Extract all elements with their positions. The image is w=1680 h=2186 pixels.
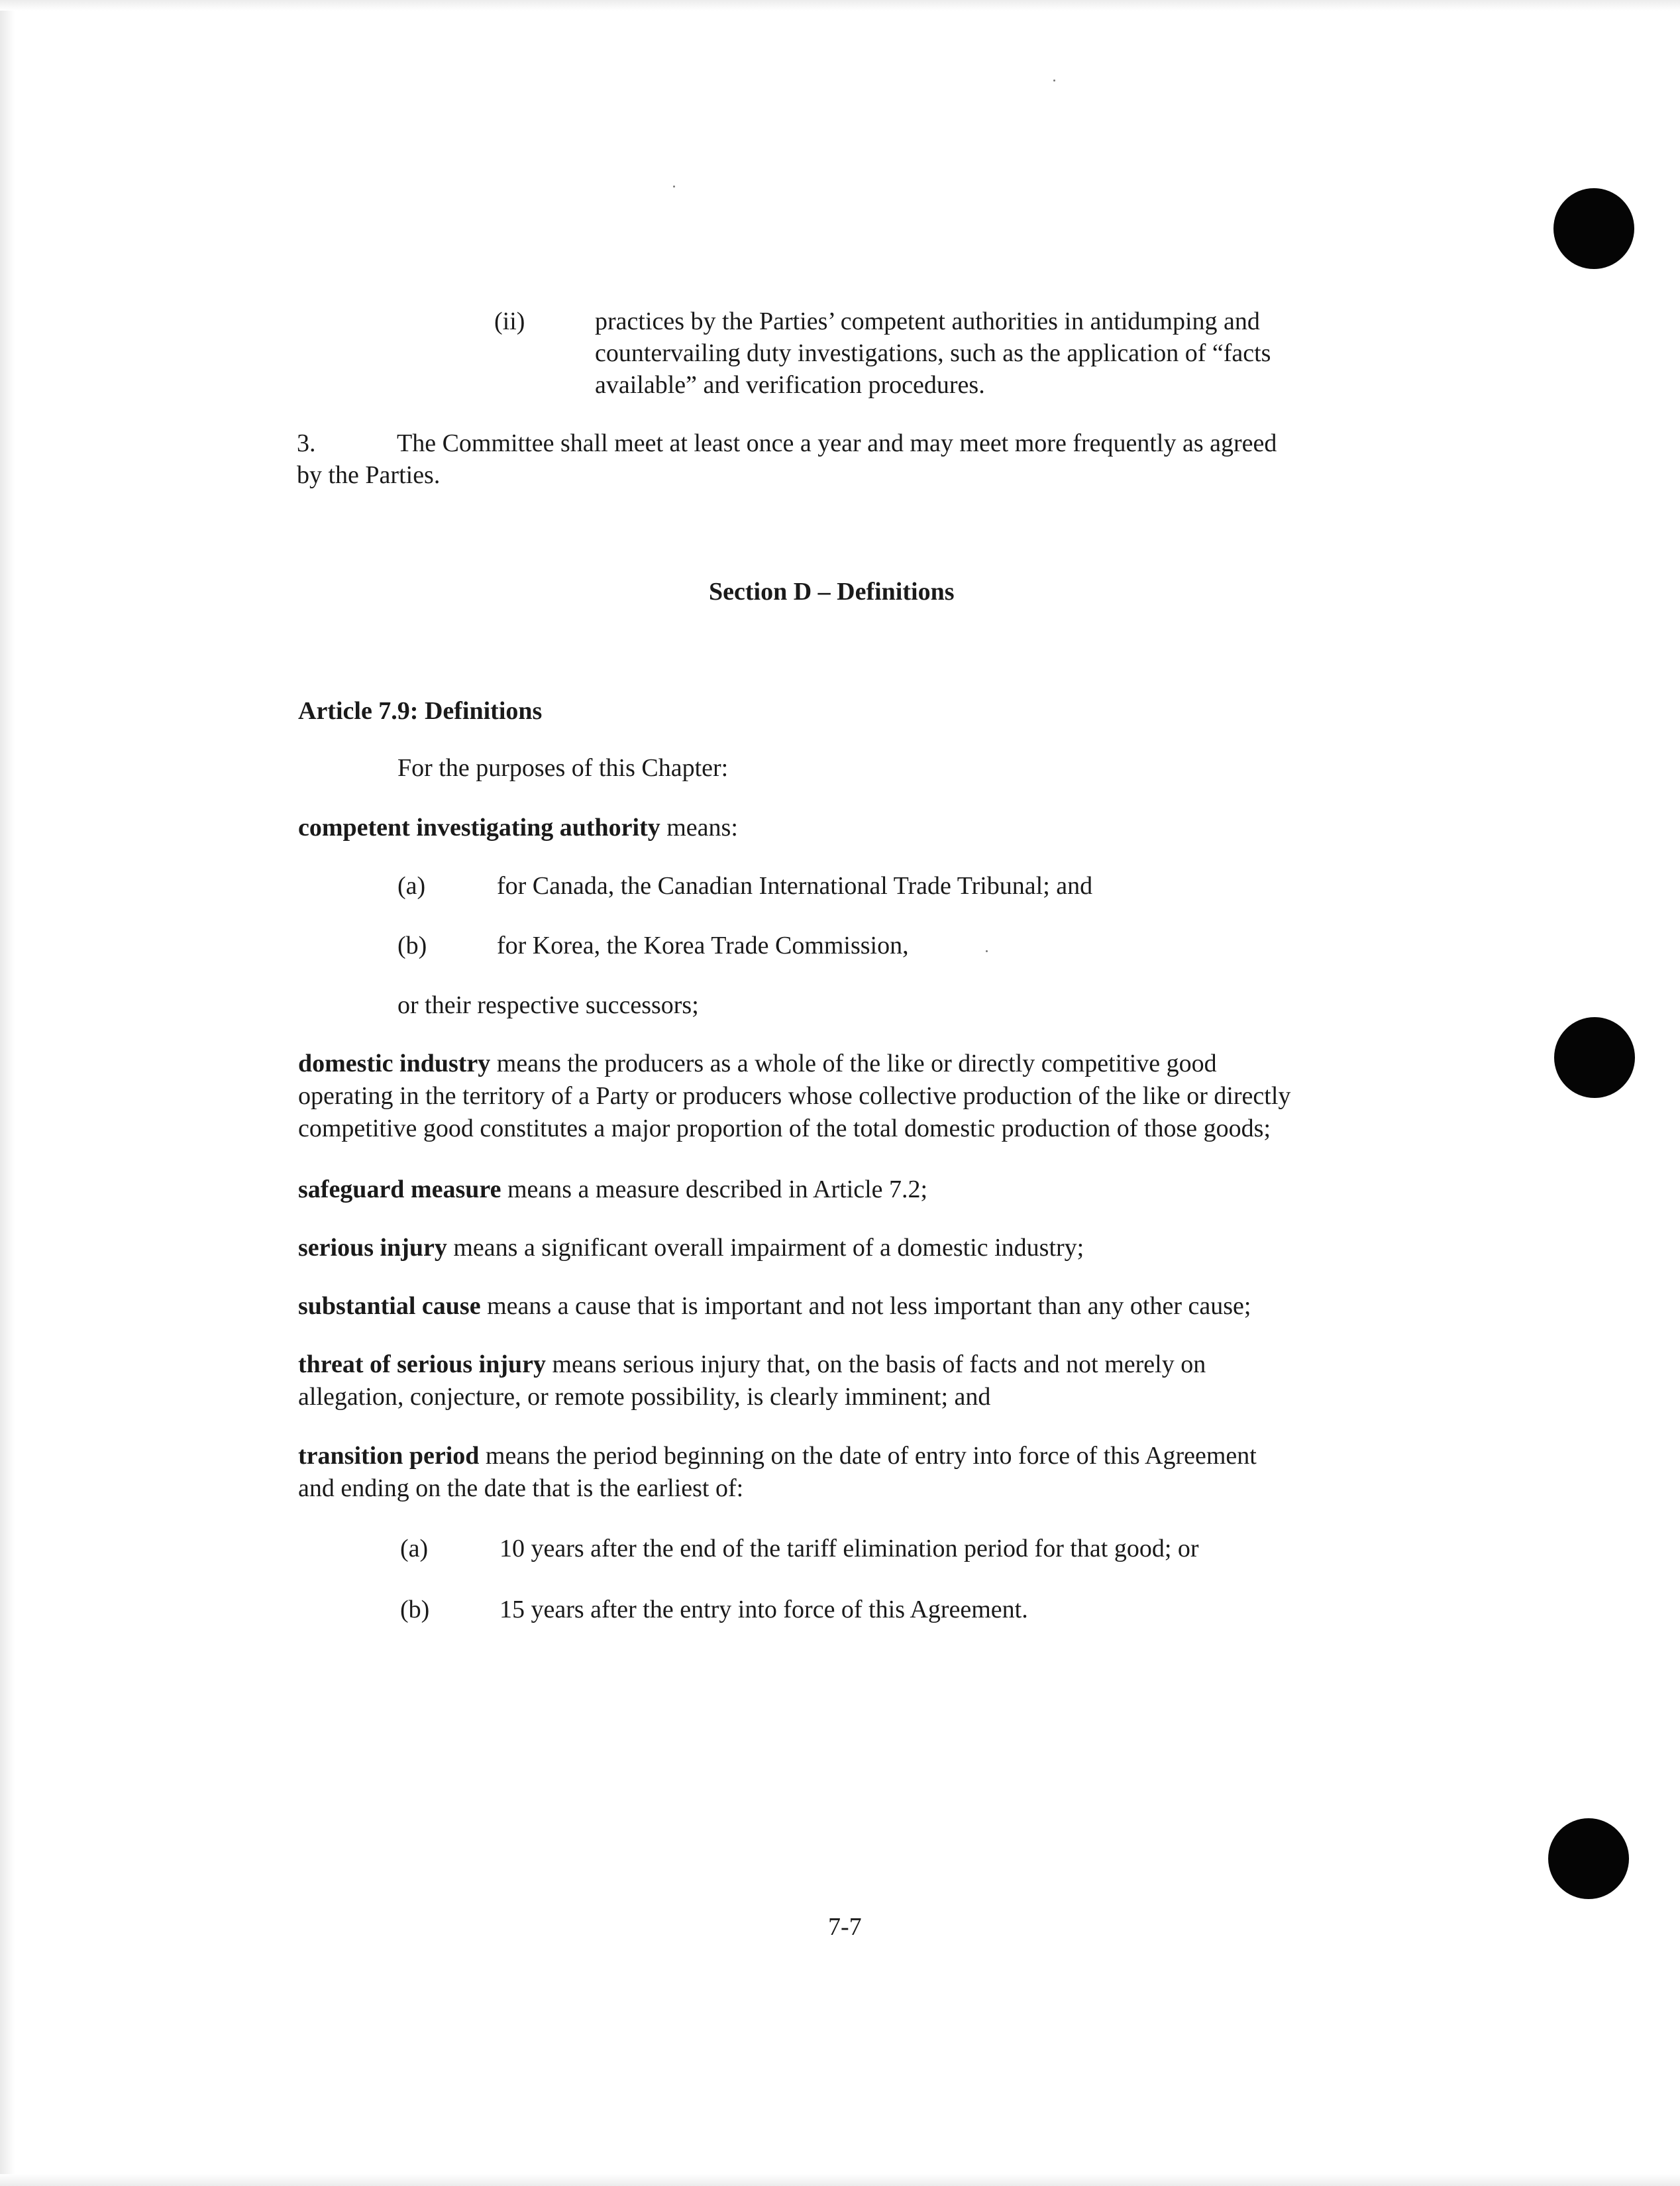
defined-term: substantial cause <box>298 1292 481 1320</box>
domestic-industry-line-2: operating in the territory of a Party or producers whose collective production of the like or directly <box>298 1082 1291 1110</box>
competent-closing-text: or their respective successors; <box>397 991 699 1019</box>
definition-threat-of-serious-injury <box>298 1348 1206 1381</box>
scan-speck <box>673 186 675 188</box>
transition-line-2: and ending on the date that is the earliest of: <box>298 1474 744 1502</box>
item-ii-line-3: available” and verification procedures. <box>595 371 985 399</box>
definition-transition-period <box>298 1440 1257 1472</box>
defined-term: serious injury <box>298 1234 447 1262</box>
article-heading: Article 7.9: Definitions <box>298 697 543 725</box>
punch-hole-middle <box>1554 1017 1635 1098</box>
defined-term: competent investigating authority <box>298 814 660 842</box>
paragraph-3-line-2: by the Parties. <box>297 461 441 489</box>
definition-text: means serious injury that, on the basis of facts and not merely on <box>546 1350 1206 1378</box>
definition-domestic-industry <box>298 1048 1217 1080</box>
list-marker-a: (a) <box>400 1535 429 1562</box>
definition-competent-investigating-authority <box>298 812 738 844</box>
paragraph-3-line-1: The Committee shall meet at least once a year and may meet more frequently as agreed <box>397 429 1277 457</box>
definition-safeguard-measure <box>298 1174 927 1206</box>
defined-term: threat of serious injury <box>298 1350 546 1378</box>
definitions-intro: For the purposes of this Chapter: <box>397 754 729 782</box>
definition-text: means a measure described in Article 7.2; <box>501 1175 928 1203</box>
transition-item-a-text: 10 years after the end of the tariff elimination period for that good; or <box>499 1535 1199 1562</box>
scan-edge-top <box>0 0 1680 11</box>
list-marker-b: (b) <box>400 1596 430 1623</box>
list-marker-a: (a) <box>397 872 426 900</box>
item-ii-line-1: practices by the Parties’ competent authorities in antidumping and <box>595 307 1260 335</box>
defined-term: transition period <box>298 1442 480 1470</box>
definition-text: means a significant overall impairment of a domestic industry; <box>446 1234 1084 1262</box>
punch-hole-bottom <box>1548 1818 1629 1899</box>
definition-text: means a cause that is important and not less important than any other cause; <box>480 1292 1251 1320</box>
domestic-industry-line-3: competitive good constitutes a major proportion of the total domestic production of those goods; <box>298 1115 1271 1142</box>
scan-speck <box>1053 80 1055 82</box>
defined-term: safeguard measure <box>298 1175 501 1203</box>
scan-edge-left <box>0 0 15 2186</box>
scan-edge-bottom <box>0 2174 1680 2186</box>
list-marker-ii: (ii) <box>494 307 525 335</box>
transition-item-b-text: 15 years after the entry into force of this Agreement. <box>499 1596 1028 1623</box>
definition-text: means the producers as a whole of the like or directly competitive good <box>490 1050 1217 1077</box>
page-number: 7-7 <box>828 1913 862 1941</box>
paragraph-number: 3. <box>297 429 316 457</box>
list-marker-b: (b) <box>397 932 427 959</box>
definition-text: means the period beginning on the date of entry into force of this Agreement <box>479 1442 1257 1470</box>
defined-term: domestic industry <box>298 1050 491 1077</box>
competent-item-b-text: for Korea, the Korea Trade Commission, <box>497 932 909 959</box>
section-heading: Section D – Definitions <box>709 578 955 606</box>
scan-speck <box>986 950 988 952</box>
definition-text: means: <box>660 814 738 842</box>
definition-serious-injury <box>298 1232 1084 1264</box>
threat-line-2: allegation, conjecture, or remote possibility, is clearly imminent; and <box>298 1383 991 1411</box>
competent-item-a-text: for Canada, the Canadian International Trade Tribunal; and <box>497 872 1093 900</box>
item-ii-line-2: countervailing duty investigations, such as the application of “facts <box>595 339 1271 367</box>
definition-substantial-cause <box>298 1290 1251 1323</box>
punch-hole-top <box>1553 188 1634 269</box>
